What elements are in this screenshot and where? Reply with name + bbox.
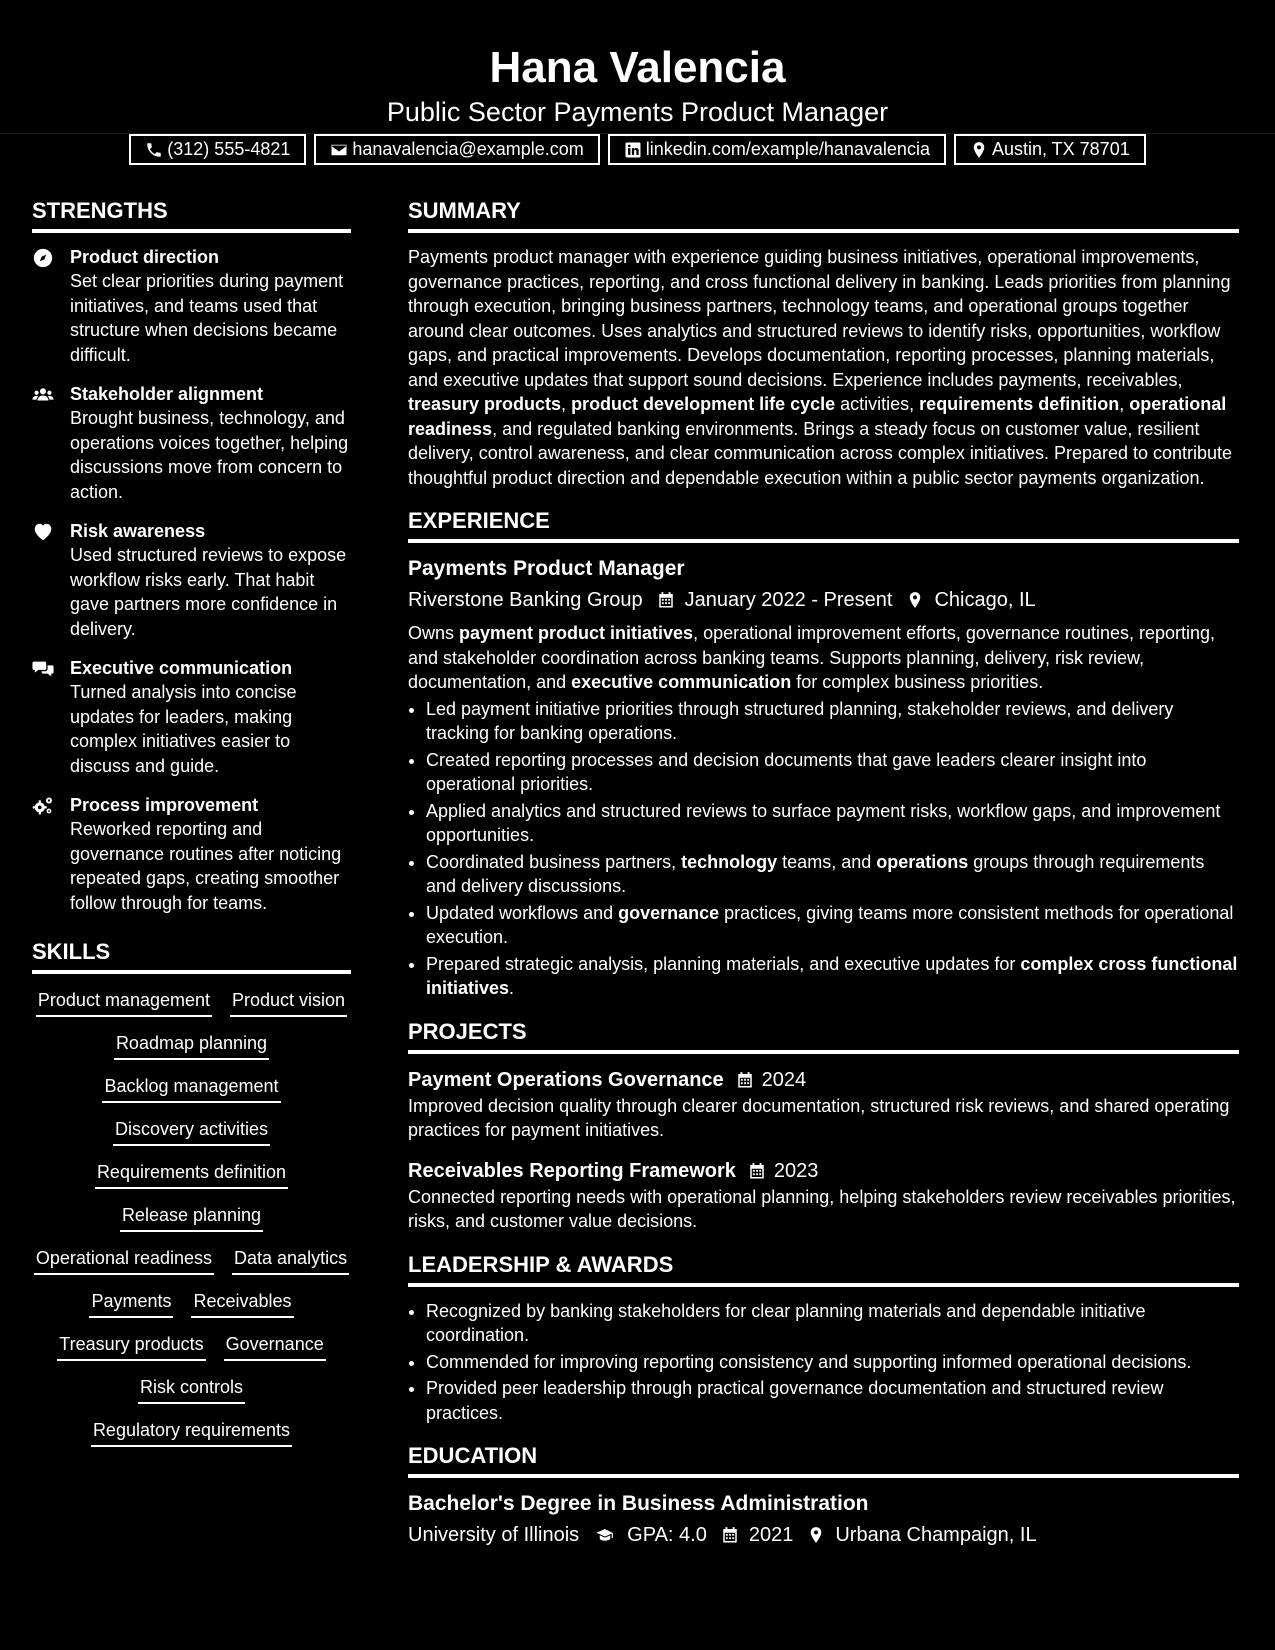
strength-item [32, 793, 351, 915]
leadership-title: LEADERSHIP & AWARDS [408, 1250, 1239, 1287]
graduation-cap-icon [593, 1526, 617, 1544]
skill-tag: Product management [36, 988, 212, 1017]
map-pin-icon [970, 141, 988, 159]
strength-text: Used structured reviews to expose workflow risks early. That habit gave partners more confidence in delivery. [70, 545, 347, 639]
project-year: 2023 [773, 1159, 819, 1182]
skill-tag: Receivables [191, 1289, 293, 1318]
leadership-item: • Provided peer leadership through practical governance documentation and structured review practices. [426, 1376, 1239, 1425]
skill-tag: Payments [89, 1289, 173, 1318]
degree: Bachelor's Degree in Business Administration [408, 1492, 869, 1515]
contact-location [954, 134, 1146, 165]
job-title: Public Sector Payments Product Manager [386, 97, 889, 127]
job-intro: Owns payment product initiatives, operational improvement efforts, governance routines, reporting, and stakeholder coordination across banking teams. Supports planning, delivery, risk review, documentation, and executive communication for complex business priorities. [408, 623, 1216, 692]
project-name: Payment Operations Governance [408, 1068, 724, 1091]
sidebar [32, 196, 351, 1447]
strengths-title: STRENGTHS [32, 196, 351, 233]
education-location: Urbana Champaign, IL [835, 1524, 1037, 1546]
skill-tag: Product vision [230, 988, 347, 1017]
contact-email[interactable] [314, 134, 599, 165]
job-bullet: • Led payment initiative priorities through structured planning, stakeholder reviews, and delivery tracking for banking operations. [426, 697, 1239, 746]
skill-tag: Governance [224, 1332, 326, 1361]
contact-phone[interactable] [129, 134, 306, 165]
calendar-icon [736, 1071, 754, 1089]
education-title: EDUCATION [408, 1441, 1239, 1478]
project-text: Connected reporting needs with operational planning, helping stakeholders review receivables priorities, risks, and customer value decisions. [408, 1186, 1236, 1231]
job-bullet: • Created reporting processes and decision documents that gave leaders clearer insight into operational priorities. [426, 748, 1239, 797]
skill-tag: Release planning [120, 1203, 263, 1232]
job-role: Payments Product Manager [408, 557, 685, 580]
main-content [408, 196, 1239, 1556]
summary-text: Payments product manager with experience guiding business initiatives, operational improvements, governance practices, reporting, and cross functional delivery in banking. Leads priorities from planning through execution, bringing business partners, technology teams, and operational groups together around clear outcomes. Uses analytics and structured reviews to identify risks, opportunities, workflow gaps, and practical improvements. Develops documentation, reporting processes, planning materials, and executive updates that support sound decisions. Experience includes payments, receivables, treasury products, product development life cycle activities, requirements definition, operational readiness, and regulated banking environments. Brings a steady focus on customer value, resilient delivery, control awareness, and clear communication across complex initiatives. Prepared to contribute thoughtful product direction and dependable execution within a public sector payments organization. [408, 247, 1233, 488]
leadership-list [408, 1299, 1239, 1426]
graduation-year: 2021 [748, 1524, 794, 1546]
skills-title: SKILLS [32, 937, 351, 974]
strength-item [32, 519, 351, 641]
project-item [408, 1157, 1239, 1234]
skill-tag: Risk controls [138, 1375, 245, 1404]
job-bullet: • Prepared strategic analysis, planning materials, and executive updates for complex cross functional initiatives. [426, 952, 1239, 1001]
job-bullet: • Coordinated business partners, technology teams, and operations groups through requirements and delivery discussions. [426, 850, 1239, 899]
strength-item [32, 382, 351, 504]
skill-tag: Data analytics [232, 1246, 349, 1275]
strength-title: Executive communication [70, 658, 293, 678]
job-bullet: • Applied analytics and structured reviews to surface payment risks, workflow gaps, and improvement opportunities. [426, 799, 1239, 848]
strength-title: Product direction [70, 247, 220, 267]
skill-tag: Operational readiness [34, 1246, 214, 1275]
strength-title: Process improvement [70, 795, 259, 815]
project-year: 2024 [761, 1068, 807, 1091]
job-meta [408, 585, 1239, 615]
map-pin-icon [807, 1526, 825, 1544]
summary-title: SUMMARY [408, 196, 1239, 233]
compass-icon [32, 247, 54, 269]
linkedin-icon [624, 141, 642, 159]
map-pin-icon [906, 591, 924, 609]
project-text: Improved decision quality through clearer documentation, structured risk reviews, and shared operating practices for payment initiatives. [408, 1095, 1230, 1140]
education-entry [408, 1490, 1239, 1550]
strength-item [32, 245, 351, 367]
job-bullet: • Updated workflows and governance practices, giving teams more consistent methods for operational execution. [426, 901, 1239, 950]
experience-title: EXPERIENCE [408, 506, 1239, 543]
strength-text: Reworked reporting and governance routines after noticing repeated gaps, creating smoother follow through for teams. [70, 819, 342, 913]
comments-icon [32, 658, 54, 680]
phone-icon [145, 141, 163, 159]
job-location: Chicago, IL [934, 589, 1036, 611]
skill-tag: Backlog management [102, 1074, 280, 1103]
skill-tag: Discovery activities [113, 1117, 270, 1146]
job-company: Riverstone Banking Group [408, 589, 643, 611]
gears-icon [32, 795, 54, 817]
contact-bar [0, 134, 1275, 165]
envelope-icon [330, 141, 348, 159]
contact-phone-text: (312) 555-4821 [167, 139, 291, 159]
contact-location-text: Austin, TX 78701 [991, 139, 1130, 159]
skill-tag: Requirements definition [95, 1160, 288, 1189]
project-name: Receivables Reporting Framework [408, 1159, 736, 1182]
users-icon [32, 384, 54, 406]
projects-title: PROJECTS [408, 1017, 1239, 1054]
project-item [408, 1066, 1239, 1143]
strength-item [32, 656, 351, 778]
contact-email-text: hanavalencia@example.com [352, 139, 584, 159]
calendar-icon [748, 1162, 766, 1180]
skill-tag: Regulatory requirements [91, 1418, 292, 1447]
contact-linkedin-text: linkedin.com/example/hanavalencia [645, 139, 930, 159]
heart-icon [32, 521, 54, 543]
candidate-name: Hana Valencia [489, 43, 786, 92]
calendar-icon [721, 1526, 739, 1544]
resume-header [0, 0, 1275, 159]
experience-entry [408, 555, 1239, 1001]
leadership-item: • Commended for improving reporting consistency and supporting informed operational decisions. [426, 1350, 1239, 1375]
skill-tag: Treasury products [57, 1332, 205, 1361]
strength-title: Stakeholder alignment [70, 384, 264, 404]
contact-linkedin[interactable] [608, 134, 946, 165]
school: University of Illinois [408, 1524, 580, 1546]
calendar-icon [657, 591, 675, 609]
job-dates: January 2022 - Present [684, 589, 893, 611]
strength-text: Set clear priorities during payment initiatives, and teams used that structure when decisions became difficult. [70, 271, 344, 365]
education-meta [408, 1520, 1239, 1550]
gpa: GPA: 4.0 [627, 1524, 707, 1546]
job-bullets [408, 697, 1239, 1001]
strength-title: Risk awareness [70, 521, 206, 541]
leadership-item: • Recognized by banking stakeholders for clear planning materials and dependable initiative coordination. [426, 1299, 1239, 1348]
skills-list [32, 986, 351, 1447]
strength-text: Brought business, technology, and operations voices together, helping discussions move from concern to action. [70, 408, 349, 502]
strength-text: Turned analysis into concise updates for leaders, making complex initiatives easier to discuss and guide. [70, 682, 297, 776]
skill-tag: Roadmap planning [114, 1031, 269, 1060]
